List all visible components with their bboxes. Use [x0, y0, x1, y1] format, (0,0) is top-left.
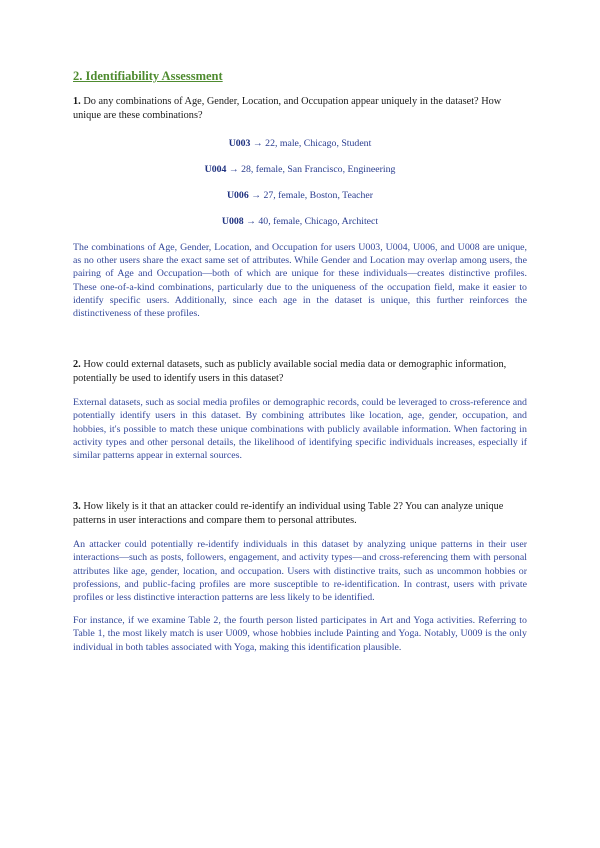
arrow-icon: → [246, 216, 256, 227]
question-1 [73, 95, 527, 123]
unique-records-list [73, 137, 527, 228]
record-item [73, 189, 527, 202]
question-number: 3. [73, 501, 81, 513]
question-number: 2. [73, 359, 81, 371]
record-id: U008 [221, 216, 244, 227]
question-3 [73, 500, 527, 528]
record-item [73, 137, 527, 150]
record-id: U003 [228, 138, 251, 149]
answer-1: The combinations of Age, Gender, Location, and Occupation for users U003, U004, U006, and U008 are unique, as no other users share the exact same set of attributes. While Gender and Location may overlap among users, the pairing of Age and Occupation—both of which are unique for these individuals—creates distinctive profiles. These one-of-a-kind combinations, particularly due to the uniqueness of the occupation field, make it easier to identify specific users. Additionally, since each age in the dataset is unique, this further reinforces the distinctiveness of these profiles. [73, 242, 527, 320]
answer-3-paragraph-1: An attacker could potentially re-identify individuals in this dataset by analyzing unique patterns in their user interactions—such as posts, followers, engagement, and activity types—and cross-referencing them with personal attributes like age, gender, location, and occupation. Users with distinctive traits, such as uncommon hobbies or professions, and public-facing profiles are more susceptible to re-identification. In contrast, users with private profiles or less distinctive interaction patterns are less likely to be identified. [73, 539, 527, 604]
question-text: Do any combinations of Age, Gender, Location, and Occupation appear uniquely in the dataset? How unique are these combinations? [73, 96, 502, 121]
section-title: 2. Identifiability Assessment [73, 69, 223, 83]
question-block-1 [73, 95, 527, 320]
question-text: How could external datasets, such as publicly available social media data or demographic information, potentially be used to identify users in this dataset? [73, 359, 507, 385]
question-block-3 [73, 500, 527, 654]
record-id: U004 [204, 164, 227, 175]
record-details: 22, male, Chicago, Student [265, 138, 372, 149]
arrow-icon: → [252, 138, 263, 149]
question-block-2 [73, 358, 527, 462]
question-number: 1. [73, 96, 81, 107]
record-item [73, 163, 527, 176]
answer-2: External datasets, such as social media profiles or demographic records, could be leveraged to cross-reference and potentially identify users in this dataset. By combining attributes like location, age, gender, occupation, and hobbies, it's possible to match these unique combinations with publicly available information. When factoring in activity types and other personal details, the likelihood of identifying specific individuals increases, especially if similar patterns appear in external sources. [73, 397, 527, 462]
record-details: 28, female, San Francisco, Engineering [241, 164, 396, 175]
answer-3-paragraph-2: For instance, if we examine Table 2, the fourth person listed participates in Art and Yoga activities. Referring to Table 1, the most likely match is user U009, whose hobbies include Painting and Yoga. Notably, U009 is the only individual in both tables associated with Yoga, making this identification plausible. [73, 615, 527, 653]
question-text: How likely is it that an attacker could re-identify an individual using Table 2? You can analyze unique patterns in user interactions and compare them to personal attributes. [73, 501, 504, 527]
question-2 [73, 358, 527, 386]
record-details: 27, female, Boston, Teacher [263, 190, 374, 201]
arrow-icon: → [228, 164, 239, 175]
arrow-icon: → [251, 190, 261, 201]
record-details: 40, female, Chicago, Architect [258, 216, 379, 227]
record-item [73, 215, 527, 228]
record-id: U006 [226, 190, 249, 201]
